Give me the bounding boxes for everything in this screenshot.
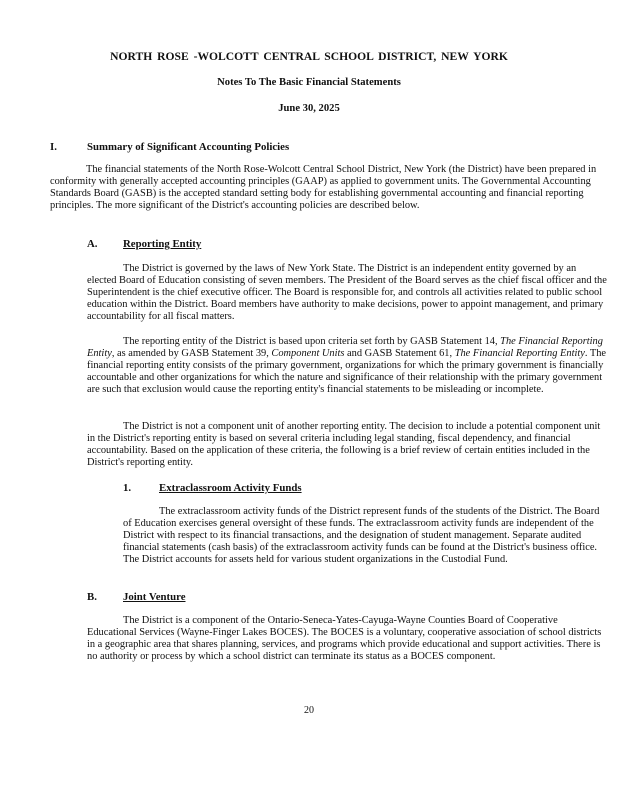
paragraph-text: The District is governed by the laws of New York State. The District is an independent entity governed by an elected Board of Education consisting of seven members. The President of the Board serves as the chief fiscal officer and the Superintendent is the chief executive officer. The Board is responsible for, and controls all activities related to public school education within the District. Board members have authority to make decisions, power to appoint management, and primary accountability for all fiscal matters. (87, 263, 607, 322)
citation-italic: The Financial Reporting Entity (87, 336, 603, 359)
item-number: 1. (123, 482, 132, 494)
subsection-title: Reporting Entity (123, 238, 202, 250)
section-paragraph (50, 164, 605, 212)
reporting-entity-paragraph-2: The reporting entity of the District is based upon criteria set forth by GASB Statement 14, The Financial Reporting Entity, as amended by GASB Statement 39, Component Units and GASB Statement 61, The Financial Reporting Entity. The financial reporting entity consists of the primary government, organizations for which the primary government is financially accountable and other organizations for which the nature and significance of their relationship with the primary government are such that exclusion would cause the reporting entity's financial statements to be misleading or incomplete. (87, 336, 607, 395)
subsection-title: Joint Venture (123, 591, 186, 603)
paragraph-text: The financial statements of the North Rose-Wolcott Central School District, New York (the District) have been prepared in conformity with generally accepted accounting principles (GAAP) as applied to government units. The Governmental Accounting Standards Board (GASB) is the accepted standard setting body for establishing governmental accounting and financial reporting principles. The more significant of the District's accounting policies are described below. (50, 164, 597, 211)
document-subtitle: Notes To The Basic Financial Statements (217, 77, 401, 88)
section-title: Summary of Significant Accounting Policies (87, 141, 290, 153)
reporting-entity-paragraph-1 (87, 263, 607, 323)
subsection-letter: B. (87, 591, 97, 603)
extraclassroom-paragraph (123, 506, 607, 566)
citation-italic: The Financial Reporting Entity (454, 347, 585, 359)
paragraph-text: The District is a component of the Ontario-Seneca-Yates-Cayuga-Wayne Counties Board of Cooperative Educational Services (Wayne-Finger Lakes BOCES). The BOCES is a voluntary, cooperative association of school districts in a geographic area that shares planning, services, and programs which provide educational and support activities. There is no authority or process by which a school district can terminate its status as a BOCES component. (87, 615, 602, 662)
document-date: June 30, 2025 (278, 103, 340, 114)
section-number: I. (50, 141, 57, 153)
page-number: 20 (304, 705, 314, 716)
subsection-letter: A. (87, 238, 98, 250)
paragraph-text: The extraclassroom activity funds of the District represent funds of the students of the District. The Board of Education exercises general oversight of these funds. The extraclassroom activity funds are independent of the District with respect to its financial transactions, and the designation of student management. Separate audited financial statements (cash basis) of the extraclassroom activity funds can be found at the District's business office. The District accounts for assets held for various student organizations in the Custodial Fund. (123, 506, 600, 565)
paragraph-text: The District is not a component unit of another reporting entity. The decision to include a potential component unit in the District's reporting entity is based on several criteria including legal standing, fiscal dependency, and financial accountability. Based on the application of these criteria, the following is a brief review of certain entities included in the District's reporting entity. (87, 421, 601, 468)
citation-italic: Component Units (271, 347, 345, 359)
document-title: NORTH ROSE -WOLCOTT CENTRAL SCHOOL DISTRICT, NEW YORK (110, 50, 508, 63)
joint-venture-paragraph (87, 615, 607, 663)
reporting-entity-paragraph-3 (87, 421, 607, 469)
item-title: Extraclassroom Activity Funds (159, 482, 302, 494)
